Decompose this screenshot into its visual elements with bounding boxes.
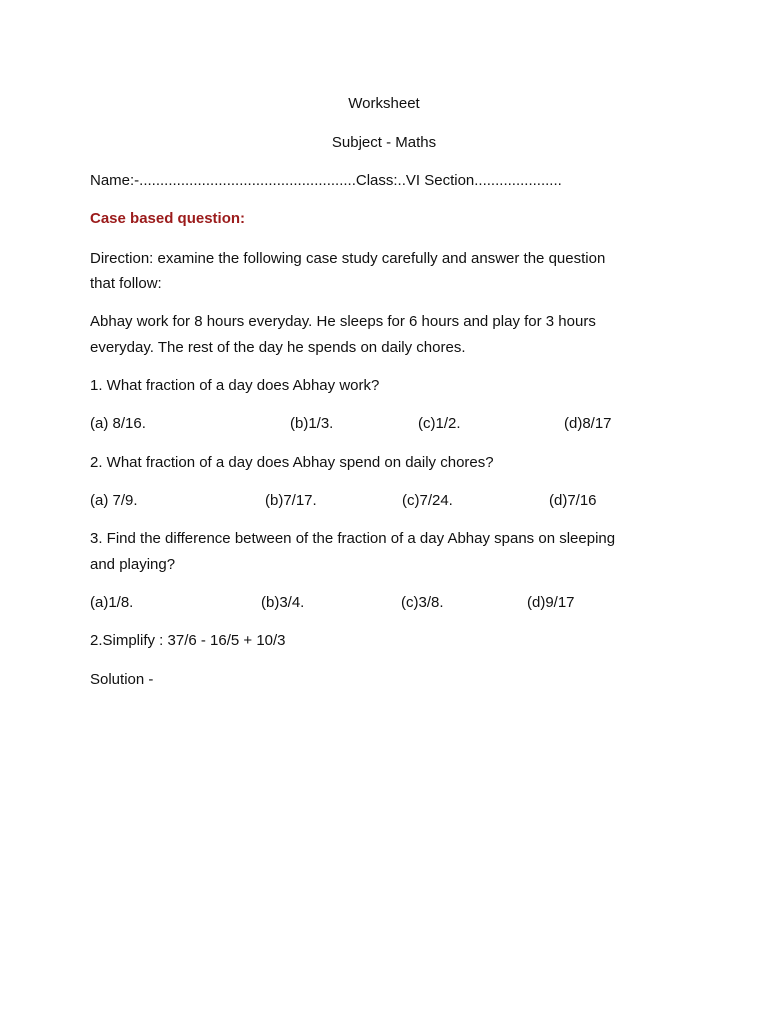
question-1-option-a: (a) 8/16. xyxy=(90,415,146,432)
direction-line-1: Direction: examine the following case study carefully and answer the question xyxy=(90,250,606,267)
section-heading: Case based question: xyxy=(90,210,246,227)
question-3-option-a: (a)1/8. xyxy=(90,594,134,611)
question-3-text-line-1: 3. Find the difference between of the fraction of a day Abhay spans on sleeping xyxy=(90,530,616,547)
question-1-option-d: (d)8/17 xyxy=(564,415,612,432)
direction-line-2: that follow: xyxy=(90,275,162,292)
simplify-question: 2.Simplify : 37/6 - 16/5 + 10/3 xyxy=(90,632,286,649)
question-3-option-b: (b)3/4. xyxy=(261,594,305,611)
question-2-option-c: (c)7/24. xyxy=(402,492,453,509)
question-3-option-d: (d)9/17 xyxy=(527,594,575,611)
question-1-option-c: (c)1/2. xyxy=(418,415,461,432)
question-1-text: 1. What fraction of a day does Abhay work? xyxy=(90,377,380,394)
worksheet-title: Worksheet xyxy=(348,95,420,112)
question-2-text: 2. What fraction of a day does Abhay spend on daily chores? xyxy=(90,454,494,471)
question-1-option-b: (b)1/3. xyxy=(290,415,334,432)
question-3-option-c: (c)3/8. xyxy=(401,594,444,611)
subject-line: Subject - Maths xyxy=(331,134,437,151)
solution-label: Solution - xyxy=(90,671,154,688)
case-study-line-2: everyday. The rest of the day he spends on daily chores. xyxy=(90,339,466,356)
question-2-option-a: (a) 7/9. xyxy=(90,492,138,509)
case-study-line-1: Abhay work for 8 hours everyday. He sleeps for 6 hours and play for 3 hours xyxy=(90,313,596,330)
question-2-option-d: (d)7/16 xyxy=(549,492,597,509)
question-2-option-b: (b)7/17. xyxy=(265,492,317,509)
name-class-section-line: Name:-....................................................Class:..VI Section..................... xyxy=(90,172,562,189)
question-3-text-line-2: and playing? xyxy=(90,556,176,573)
